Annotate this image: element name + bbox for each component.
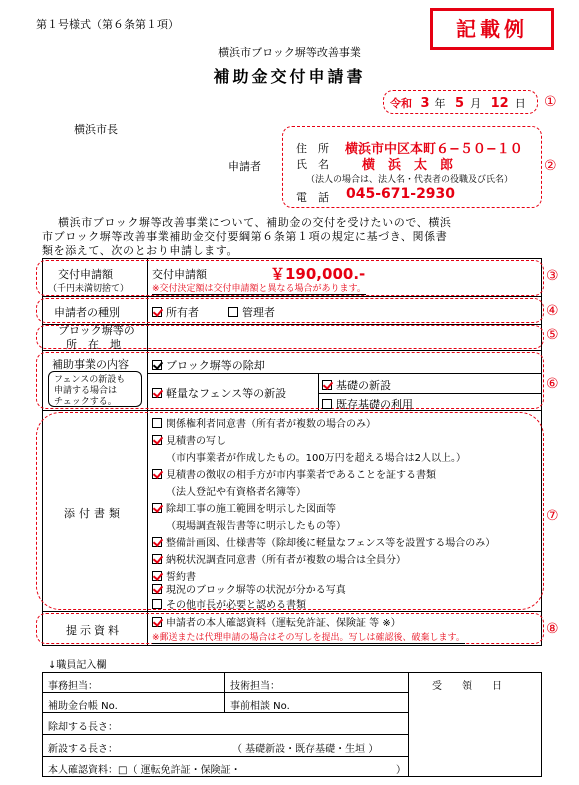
- manager-label: 管理者: [242, 306, 275, 319]
- fence-label: 軽量なフェンス等の新設: [166, 387, 287, 400]
- date-month-unit: 月: [470, 97, 482, 110]
- attachment-text: 誓約書: [166, 572, 196, 583]
- ledger-field: 補助金台帳 No.: [48, 701, 118, 712]
- attachment-checkbox[interactable]: [152, 554, 162, 564]
- staff-heading: ↓職員記入欄: [48, 660, 107, 671]
- attachments-label: 添付書類: [64, 507, 124, 520]
- attachment-checkbox[interactable]: [152, 584, 162, 594]
- new-base-option[interactable]: [322, 377, 391, 393]
- id-document-label: 申請者の本人確認資料（運転免許証、保険証 等 ※）: [166, 618, 401, 629]
- content-note-2: 申請する場合は: [54, 386, 118, 396]
- attachment-item[interactable]: [152, 500, 336, 515]
- location-label-1: ブロック塀等の: [58, 324, 135, 337]
- fence-option[interactable]: [152, 385, 286, 401]
- id-check-field: 本人確認資料：□（ 運転免許証・保険証・: [48, 765, 241, 776]
- staff-table-rule: [42, 692, 408, 693]
- id-document-checkbox[interactable]: [152, 617, 162, 627]
- attachment-text: 整備計画図、仕様書等（除却後に軽量なフェンス等を設置する場合のみ）: [166, 538, 496, 549]
- attachment-text: 除却工事の施工範囲を明示した図面等: [166, 504, 336, 515]
- new-length-options: （ 基礎新設・既存基礎・生垣 ）: [232, 744, 379, 755]
- marker-4: ④: [546, 303, 559, 319]
- existing-base-label: 既存基礎の利用: [336, 398, 413, 411]
- new-base-label: 基礎の新設: [336, 379, 391, 392]
- amount-sublabel: （千円未満切捨て）: [48, 284, 130, 294]
- attachment-checkbox[interactable]: [152, 469, 162, 479]
- attachment-checkbox[interactable]: [152, 599, 162, 609]
- marker-8: ⑧: [546, 621, 559, 637]
- staff-table-rule: [42, 712, 408, 713]
- existing-base-checkbox[interactable]: [322, 399, 332, 409]
- owner-label: 所有者: [166, 306, 199, 319]
- presentation-label: 提示資料: [66, 624, 122, 637]
- marker-7: ⑦: [546, 508, 559, 524]
- tech-field: 技術担当：: [230, 681, 280, 692]
- addressee: 横浜市長: [74, 123, 118, 136]
- new-length-field: 新設する長さ：: [48, 744, 118, 755]
- attachment-subtext: （現場調査報告書等に明示したもの等）: [166, 521, 346, 532]
- corporate-note: （法人の場合は、法人名・代表者の役職及び氏名）: [306, 175, 514, 185]
- attachment-text: 現況のブロック塀等の状況が分かる写真: [166, 585, 346, 596]
- attachment-subtext: （法人登記や有資格者名簿等）: [166, 487, 306, 498]
- staff-table-rule: [224, 672, 225, 712]
- attachment-checkbox[interactable]: [152, 418, 162, 428]
- attachment-checkbox[interactable]: [152, 571, 162, 581]
- staff-table-rule: [408, 672, 409, 777]
- marker-2: ②: [544, 158, 557, 174]
- amount-value: ￥190,000.-: [270, 265, 366, 283]
- staff-table-rule: [42, 734, 408, 735]
- attachment-text: 見積書の徴収の相手方が市内事業者であることを証する書類: [166, 470, 436, 481]
- presentation-item[interactable]: [152, 614, 401, 629]
- attachment-checkbox[interactable]: [152, 503, 162, 513]
- amount-label: 交付申請額: [58, 268, 113, 281]
- staff-table-rule: [42, 756, 408, 757]
- removal-label: ブロック塀等の除却: [166, 359, 265, 372]
- consult-field: 事前相談 No.: [230, 701, 290, 712]
- page-title: 補助金交付申請書: [213, 67, 366, 86]
- staff-table-border: [42, 672, 542, 673]
- address-label: 住 所: [296, 142, 329, 155]
- example-stamp: 記載例: [430, 8, 554, 50]
- marker-1: ①: [544, 94, 557, 110]
- project-name: 横浜市ブロック塀等改善事業: [218, 46, 361, 59]
- content-note-1: フェンスの新設も: [54, 375, 126, 385]
- marker-5: ⑤: [546, 327, 559, 343]
- attachment-item[interactable]: [152, 432, 226, 447]
- table-border: [42, 645, 542, 646]
- applicant-label: 申請者: [228, 160, 261, 173]
- fence-checkbox[interactable]: [152, 388, 162, 398]
- attachment-item[interactable]: [152, 596, 306, 611]
- marker-6: ⑥: [546, 376, 559, 392]
- date-era: 令和: [390, 97, 412, 110]
- intro-line-1: 横浜市ブロック塀等改善事業について、補助金の交付を受けたいので、横浜: [58, 216, 452, 229]
- attachment-item[interactable]: [152, 581, 346, 596]
- owner-checkbox[interactable]: [152, 307, 162, 317]
- presentation-note: ※郵送または代理申請の場合はその写しを提出。写しは確認後、破棄します。: [152, 630, 465, 644]
- amount-field-label: 交付申請額: [152, 268, 207, 281]
- staff-table-border: [541, 672, 542, 777]
- content-note-3: チェックする。: [54, 397, 117, 407]
- date-day: 12: [490, 96, 509, 111]
- name-value: 横 浜 太 郎: [362, 158, 454, 173]
- phone-label: 電 話: [296, 191, 329, 204]
- table-rule: [42, 611, 542, 612]
- applicant-type-label: 申請者の種別: [54, 306, 120, 319]
- removal-checkbox[interactable]: [152, 360, 162, 370]
- staff-table-border: [42, 776, 542, 777]
- marker-3: ③: [546, 268, 559, 284]
- intro-line-3: 類を添えて、次のとおり申請します。: [42, 244, 239, 257]
- type-owner-option[interactable]: [152, 304, 199, 320]
- attachment-item[interactable]: [152, 534, 495, 549]
- attachment-checkbox[interactable]: [152, 435, 162, 445]
- attachment-text: 納税状況調査同意書（所有者が複数の場合は全員分）: [166, 555, 406, 566]
- date-year: 3: [420, 96, 430, 111]
- removal-option[interactable]: [152, 357, 265, 373]
- remove-length-field: 除却する長さ：: [48, 722, 118, 733]
- date-year-unit: 年: [434, 97, 446, 110]
- location-label-2: 所 在 地: [66, 338, 121, 351]
- attachment-text: 関係権利者同意書（所有者が複数の場合のみ）: [166, 419, 376, 430]
- attachment-subtext: （市内事業者が作成したもの。100万円を超える場合は2人以上。）: [166, 453, 467, 464]
- amount-note: ※交付決定額は交付申請額と異なる場合があります。: [152, 281, 366, 295]
- intro-line-2: 市ブロック塀等改善事業補助金交付要綱第６条第１項の規定に基づき、関係書: [42, 230, 448, 243]
- phone-value: 045-671-2930: [346, 186, 456, 202]
- attachment-item[interactable]: [152, 551, 406, 566]
- content-label: 補助事業の内容: [52, 358, 129, 371]
- address-value: 横浜市中区本町６−５０−１０: [345, 142, 523, 157]
- application-date: [390, 95, 526, 111]
- form-number: 第１号様式（第６条第１項）: [36, 18, 179, 31]
- id-check-close: ）: [396, 765, 406, 776]
- attachment-item[interactable]: [152, 466, 436, 481]
- existing-base-option[interactable]: [322, 396, 413, 412]
- staff-table-border: [42, 672, 43, 777]
- date-day-unit: 日: [514, 97, 526, 110]
- attachment-text: 見積書の写し: [166, 436, 226, 447]
- attachment-item[interactable]: [152, 415, 376, 430]
- attachment-checkbox[interactable]: [152, 537, 162, 547]
- table-rule: [42, 410, 542, 411]
- date-month: 5: [455, 96, 465, 111]
- attachment-text: その他市長が必要と認める書類: [166, 600, 306, 611]
- table-border: [42, 258, 542, 259]
- type-manager-option[interactable]: [228, 304, 275, 320]
- receipt-date-label: 受 領 日: [432, 681, 502, 692]
- name-label: 氏 名: [296, 158, 329, 171]
- table-rule: [42, 296, 542, 297]
- manager-checkbox[interactable]: [228, 307, 238, 317]
- new-base-checkbox[interactable]: [322, 380, 332, 390]
- clerk-field: 事務担当：: [48, 681, 98, 692]
